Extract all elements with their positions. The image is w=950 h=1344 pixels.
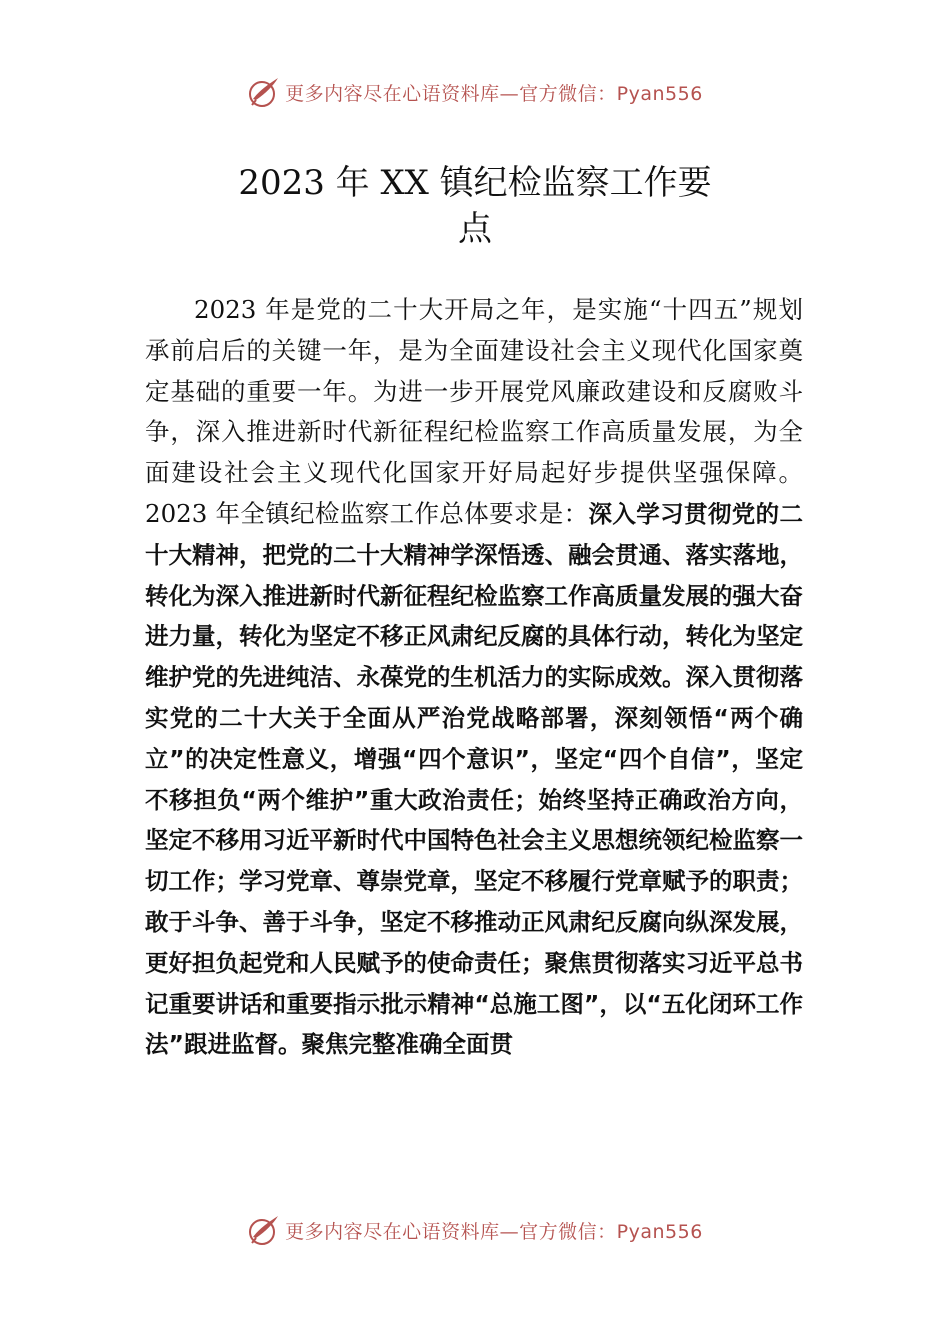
quill-logo-icon: [247, 75, 281, 109]
footer-banner-main-text: 更多内容尽在心语资料库—官方微信：: [285, 1220, 617, 1243]
banner-main-text: 更多内容尽在心语资料库—官方微信：: [285, 82, 617, 105]
header-banner: [0, 72, 950, 112]
body-paragraph: [145, 290, 803, 1065]
title-line-1: 2023 年 XX 镇纪检监察工作要: [238, 163, 712, 203]
wechat-handle: Pyan556: [616, 82, 703, 105]
body-intro: 2023 年是党的二十大开局之年，是实施“十四五”规划承前启后的关键一年，是为全面建设社会主义现代化国家奠定基础的重要一年。为进一步开展党风廉政建设和反腐败斗争，深入推进新时代新征程纪检监察工作高质量发展，为全面建设社会主义现代化国家开好局起好步提供坚强保障。2023 年全镇纪检监察工作总体要求是：: [145, 295, 803, 528]
document-title: [145, 160, 805, 252]
title-line-2: 点: [458, 209, 492, 249]
footer-banner: [0, 1210, 950, 1250]
banner-text: [285, 79, 703, 106]
body-emphasis: 深入学习贯彻党的二十大精神，把党的二十大精神学深悟透、融会贯通、落实落地，转化为深入推进新时代新征程纪检监察工作高质量发展的强大奋进力量，转化为坚定不移正风肃纪反腐的具体行动，转化为坚定维护党的先进纯洁、永葆党的生机活力的实际成效。深入贯彻落实党的二十大关于全面从严治党战略部署，深刻领悟“两个确立”的决定性意义，增强“四个意识”，坚定“四个自信”，坚定不移担负“两个维护”重大政治责任；始终坚持正确政治方向，坚定不移用习近平新时代中国特色社会主义思想统领纪检监察一切工作；学习党章、尊崇党章，坚定不移履行党章赋予的职责；敢于斗争、善于斗争，坚定不移推动正风肃纪反腐向纵深发展，更好担负起党和人民赋予的使命责任；聚焦贯彻落实习近平总书记重要讲话和重要指示批示精神“总施工图”，以“五化闭环工作法”跟进监督。聚焦完整准确全面贯: [145, 499, 803, 1059]
footer-wechat-handle: Pyan556: [616, 1220, 703, 1243]
quill-logo-icon: [247, 1213, 281, 1247]
footer-banner-text: [285, 1217, 703, 1244]
